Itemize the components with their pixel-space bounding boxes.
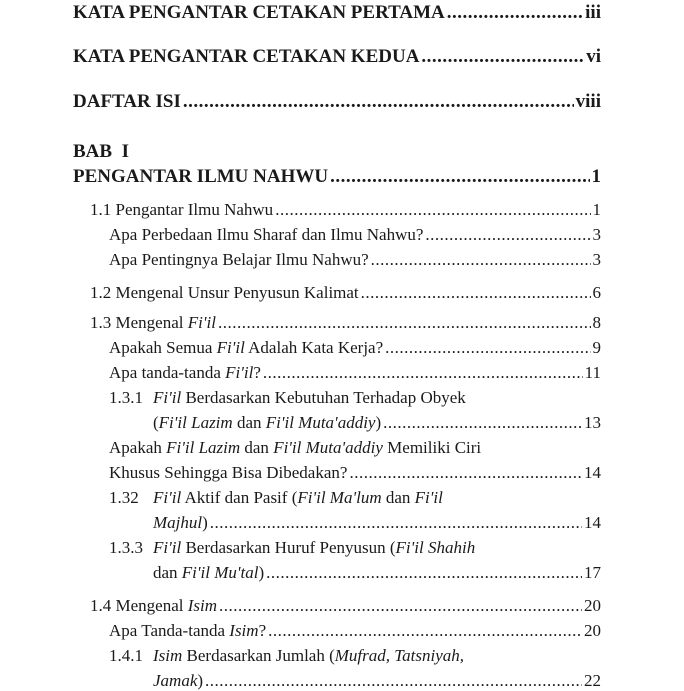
section-title: Mengenal Unsur Penyusun Kalimat [115, 283, 359, 302]
dot-leader [219, 596, 582, 616]
section-title: dan [153, 563, 182, 582]
dot-leader [385, 338, 590, 358]
toc-page-number: 1 [591, 166, 601, 187]
section-title-italic: Fi'il Lazim [166, 438, 241, 457]
section-title-italic: Fi'il [225, 363, 254, 382]
toc-entry-1-3-1-line1[interactable] [109, 388, 601, 408]
toc-page-number: 13 [584, 413, 601, 432]
section-number: 1.4.1 [109, 646, 143, 665]
section-number: 1.1 [90, 200, 112, 219]
paren: ) [258, 563, 265, 582]
toc-entry-1-3-2-line2[interactable] [153, 513, 601, 533]
section-title: ? [253, 363, 261, 382]
section-title-italic: Jamak [153, 671, 198, 690]
section-number: 1.3.3 [109, 538, 143, 557]
toc-entry-kata-pengantar-pertama[interactable] [73, 2, 601, 24]
toc-entry-1-3-2-line1[interactable] [109, 488, 601, 508]
section-title: dan [240, 438, 274, 457]
dot-leader [330, 166, 589, 188]
toc-entry-title: KATA PENGANTAR CETAKAN PERTAMA [73, 2, 445, 23]
paren: ) [375, 413, 382, 432]
section-title: Pengantar Ilmu Nahwu [115, 200, 274, 219]
section-title: Apa Pentingnya Belajar Ilmu Nahwu? [109, 250, 369, 269]
toc-entry-ciri-khusus-line1[interactable] [109, 438, 601, 458]
dot-leader [349, 463, 582, 483]
section-number: 1.2 [90, 283, 112, 302]
section-title: Adalah Kata Kerja? [244, 338, 384, 357]
section-title: Mengenal [115, 596, 188, 615]
toc-entry-1-3-1-line2[interactable] [153, 413, 601, 433]
toc-page-number: vi [586, 46, 601, 67]
section-title-italic: Isim [153, 646, 183, 665]
chapter-title: PENGANTAR ILMU NAHWU [73, 166, 329, 187]
section-title-italic: Fi'il [216, 338, 245, 357]
toc-entry-daftar-isi[interactable] [73, 91, 601, 113]
section-title-italic: Fi'il [414, 488, 443, 507]
toc-page-number: 22 [584, 671, 601, 690]
section-title: Berdasarkan Kebutuhan Terhadap Obyek [181, 388, 466, 407]
dot-leader [268, 621, 582, 641]
section-title: Apa tanda-tanda [109, 363, 226, 382]
toc-page-number: 20 [584, 596, 601, 615]
paren: ) [197, 671, 204, 690]
dot-leader [275, 200, 590, 220]
dot-leader [421, 46, 584, 68]
toc-entry-semua-fiil[interactable] [109, 338, 601, 358]
toc-page-number: 11 [584, 363, 601, 382]
dot-leader [383, 413, 582, 433]
toc-page-number: iii [585, 2, 601, 23]
paren: ) [202, 513, 208, 532]
section-title-italic: Fi'il [153, 538, 182, 557]
dot-leader [263, 363, 583, 383]
toc-entry-chapter-1[interactable] [73, 166, 601, 188]
section-title-italic: Fi'il Ma'lum [297, 488, 382, 507]
chapter-number: BAB I [73, 141, 129, 162]
toc-entry-1-3-3-line2[interactable] [153, 563, 601, 583]
section-title-italic: Fi'il [153, 488, 182, 507]
paren: ( [153, 413, 159, 432]
toc-entry-title: KATA PENGANTAR CETAKAN KEDUA [73, 46, 420, 67]
section-number: 1.4 [90, 596, 112, 615]
section-title-italic: Fi'il Shahih [395, 538, 476, 557]
toc-page-number: 17 [584, 563, 601, 582]
toc-entry-1-3[interactable] [90, 313, 601, 333]
section-title-italic: Majhul [153, 513, 203, 532]
section-title-italic: Fi'il Lazim [158, 413, 233, 432]
toc-page-number: 1 [592, 200, 601, 219]
section-title: Memiliki Ciri [382, 438, 482, 457]
toc-entry-tanda-isim[interactable] [109, 621, 601, 641]
dot-leader [371, 250, 591, 270]
section-title: Aktif dan Pasif ( [181, 488, 298, 507]
chapter-label [73, 141, 601, 163]
section-title: ? [258, 621, 267, 640]
toc-entry-ciri-khusus-line2[interactable] [109, 463, 601, 483]
toc-page-number: 20 [584, 621, 601, 640]
dot-leader [210, 513, 582, 533]
toc-entry-tanda-fiil[interactable] [109, 363, 601, 383]
toc-page-number: 3 [592, 225, 601, 244]
toc-page-number: viii [575, 91, 601, 112]
section-title-italic: Fi'il Mu'tal [181, 563, 259, 582]
toc-page-number: 9 [592, 338, 601, 357]
section-title: Apa Perbedaan Ilmu Sharaf dan Ilmu Nahwu? [109, 225, 424, 244]
toc-page-number: 8 [592, 313, 601, 332]
dot-leader [266, 563, 582, 583]
section-number: 1.3 [90, 313, 112, 332]
section-title-italic: Fi'il Muta'addiy [273, 438, 383, 457]
section-title: Mengenal [115, 313, 188, 332]
section-title-italic: Fi'il Muta'addiy [265, 413, 376, 432]
dot-leader [183, 91, 574, 113]
dot-leader [218, 313, 591, 333]
toc-entry-perbedaan-sharaf-nahwu[interactable] [109, 225, 601, 245]
section-title: Khusus Sehingga Bisa Dibedakan? [109, 463, 348, 482]
toc-page-number: 6 [592, 283, 601, 302]
toc-entry-1-4-1-line2[interactable] [153, 671, 601, 691]
toc-entry-1-4[interactable] [90, 596, 601, 616]
toc-entry-1-4-1-line1[interactable] [109, 646, 601, 666]
section-title: Berdasarkan Jumlah ( [182, 646, 335, 665]
toc-page-number: 14 [584, 463, 601, 482]
section-title-italic: Fi'il [153, 388, 182, 407]
section-title-italic: Mufrad, Tatsniyah, [334, 646, 465, 665]
section-number: 1.32 [109, 488, 139, 507]
toc-entry-kata-pengantar-kedua[interactable] [73, 46, 601, 68]
section-title-italic: Isim [187, 596, 218, 615]
dot-leader [425, 225, 590, 245]
section-title: Apakah Semua [109, 338, 217, 357]
section-title: Berdasarkan Huruf Penyusun ( [181, 538, 396, 557]
section-title: Apakah [109, 438, 167, 457]
toc-page-number: 14 [584, 513, 601, 532]
section-title-italic: Isim [229, 621, 259, 640]
toc-entry-1-2[interactable] [90, 283, 601, 303]
section-title: dan [232, 413, 266, 432]
toc-page-number: 3 [592, 250, 601, 269]
toc-entry-title: DAFTAR ISI [73, 91, 181, 112]
toc-entry-1-3-3-line1[interactable] [109, 538, 601, 558]
section-number: 1.3.1 [109, 388, 143, 407]
dot-leader [447, 2, 583, 24]
section-title: Apa Tanda-tanda [109, 621, 230, 640]
dot-leader [205, 671, 582, 691]
section-title-italic: Fi'il [187, 313, 216, 332]
toc-entry-pentingnya-nahwu[interactable] [109, 250, 601, 270]
toc-entry-1-1[interactable] [90, 200, 601, 220]
section-title: dan [381, 488, 415, 507]
dot-leader [361, 283, 591, 303]
